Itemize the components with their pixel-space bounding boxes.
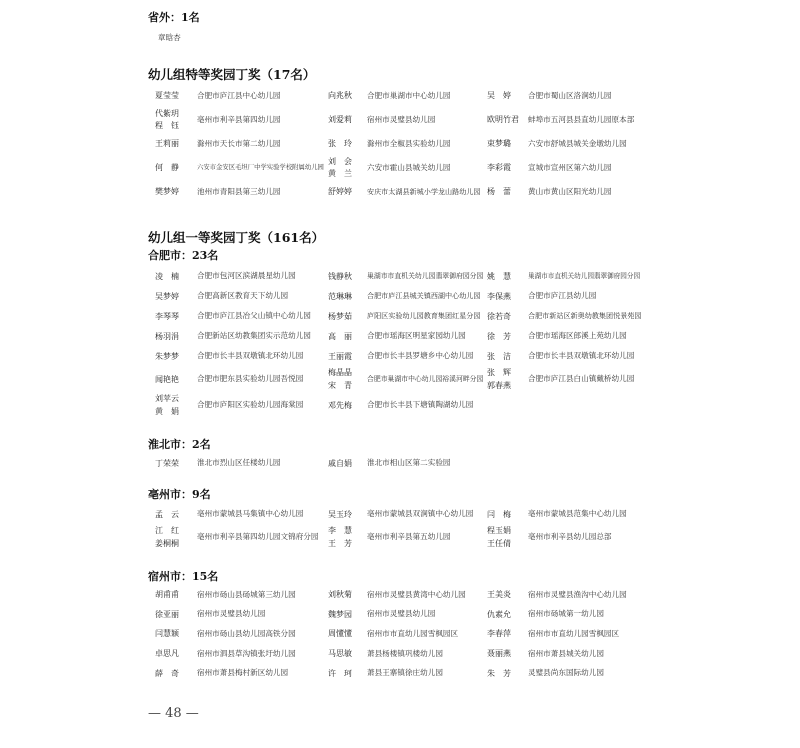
- awardee-name: [487, 647, 528, 660]
- person-name: 闫 梅: [487, 509, 511, 519]
- awardee-name: [155, 588, 197, 601]
- special-award-list: [155, 84, 646, 204]
- awardee-name: [155, 457, 197, 470]
- person-name: 欧明竹君: [487, 115, 519, 124]
- kindergarten-name: 池州市青阳县第三幼儿园: [197, 187, 281, 196]
- awardee-name: [155, 310, 197, 323]
- person-name: 李彩霞: [487, 163, 511, 172]
- person-name: 张 玲: [328, 139, 352, 148]
- person-name: 卓思凡: [155, 649, 179, 659]
- table-row: [155, 605, 646, 625]
- person-name: 程 钰: [155, 121, 179, 130]
- person-name: 吴梦婷: [155, 291, 179, 301]
- kindergarten-name: 宿州市市直幼儿园雪枫园区: [528, 628, 620, 638]
- kindergarten-name: 合肥市长丰县双墩镇北环幼儿园: [197, 351, 304, 360]
- kindergarten-name: 淮北市烈山区任楼幼儿园: [197, 458, 281, 467]
- kindergarten-name: 合肥市庐江县白山镇戴桥幼儿园: [528, 374, 635, 383]
- kindergarten-name: 合肥市庐江县幼儿园: [528, 291, 597, 300]
- person-name: 黄 兰: [328, 169, 352, 178]
- person-name: 何 静: [155, 163, 179, 172]
- kindergarten-name: 宣城市宣州区第六幼儿园: [528, 163, 612, 172]
- table-row: [155, 366, 646, 392]
- first-award-heading: 幼儿组一等奖园丁奖（161名）: [148, 230, 325, 245]
- kindergarten-name: 合肥市肥东县实验幼儿园吾悦园: [197, 374, 304, 383]
- kindergarten-name: 蚌埠市五河县县直幼儿园原本部: [528, 115, 635, 124]
- awardee-name: [328, 608, 367, 621]
- person-name: 邓先梅: [328, 400, 352, 410]
- table-row: [155, 392, 646, 418]
- awardee-name: [487, 366, 528, 392]
- table-row: [155, 266, 646, 286]
- kindergarten-name: 宿州市灵璧县黄湾中心幼儿园: [367, 589, 466, 599]
- kindergarten-name: 灵璧县尚东国际幼儿园: [528, 668, 604, 678]
- person-name: 王莉丽: [155, 139, 179, 148]
- table-row: [155, 524, 646, 550]
- table-row: [155, 663, 646, 683]
- special-award-heading: 幼儿组特等奖园丁奖（17名）: [148, 67, 316, 82]
- table-row: [155, 453, 646, 473]
- kindergarten-name: 庐阳区实验幼儿园教育集团红星分园: [367, 311, 481, 320]
- awardee-name: [155, 667, 197, 680]
- kindergarten-name: 合肥高新区教育天下幼儿园: [197, 291, 289, 300]
- person-name: 徐亚丽: [155, 609, 179, 619]
- person-name: 张 洁: [487, 351, 511, 361]
- person-name: 魏梦园: [328, 609, 352, 619]
- awardee-name: [155, 270, 197, 283]
- person-name: 李春萍: [487, 629, 511, 639]
- person-name: 樊梦婷: [155, 187, 179, 196]
- awardee-name: [328, 330, 367, 343]
- awardee-name: [487, 114, 528, 126]
- kindergarten-name: 宿州市萧县梅村新区幼儿园: [197, 668, 289, 678]
- kindergarten-name: 六安市舒城县城关金墩幼儿园: [528, 139, 627, 148]
- awardee-name: [487, 186, 528, 198]
- kindergarten-name: 宿州市砀城第一幼儿园: [528, 609, 604, 619]
- person-name: 舒婷婷: [328, 187, 352, 196]
- awardee-name: [155, 608, 197, 621]
- person-name: 孟 云: [155, 509, 179, 519]
- person-name: 聂丽燕: [487, 649, 511, 659]
- person-name: 刘爱莉: [328, 115, 352, 124]
- kindergarten-name: 合肥市巢湖市中心幼儿园裕溪河畔分园: [367, 375, 484, 383]
- awardee-name: [328, 138, 367, 150]
- awardee-name: [155, 350, 197, 363]
- city-list-huaibei: [155, 453, 646, 473]
- kindergarten-name: 滁州市全椒县实验幼儿园: [367, 139, 451, 148]
- person-name: 朱 芳: [487, 668, 511, 678]
- person-name: 薛 奇: [155, 668, 179, 678]
- kindergarten-name: 宿州市灵璧县渔沟中心幼儿园: [528, 589, 627, 599]
- table-row: [155, 84, 646, 108]
- person-name: 凌 楠: [155, 271, 179, 281]
- person-name: 杨 蕾: [487, 187, 511, 196]
- awardee-name: [487, 667, 528, 680]
- person-name: 向兆秋: [328, 91, 352, 100]
- person-name: 高 丽: [328, 331, 352, 341]
- kindergarten-name: 巢湖市市直机关幼儿园翡翠御府园分园: [367, 272, 484, 280]
- kindergarten-name: 六安市金安区毛坦厂中学实验学校附属幼儿园: [197, 164, 324, 171]
- person-name: 黄 娟: [155, 407, 179, 416]
- kindergarten-name: 合肥市庐江县冶父山镇中心幼儿园: [197, 311, 311, 320]
- kindergarten-name: 宿州市灵璧县幼儿园: [367, 115, 436, 124]
- city-heading-bozhou: 亳州市：9名: [148, 488, 211, 501]
- kindergarten-name: 宿州市砀山县砀城第三幼儿园: [197, 589, 296, 599]
- person-name: 姚 慧: [487, 271, 511, 281]
- awardee-name: [155, 392, 197, 418]
- city-list-suzhou: [155, 585, 646, 683]
- awardee-name: [328, 114, 367, 126]
- kindergarten-name: 合肥市长丰县下塘镇陶湖幼儿园: [367, 400, 474, 409]
- person-name: 闻艳艳: [155, 374, 179, 384]
- kindergarten-name: 合肥市长丰县双墩镇北环幼儿园: [528, 351, 635, 360]
- person-name: 徐 芳: [487, 331, 511, 341]
- kindergarten-name: 亳州市利辛县第五幼儿园: [367, 532, 451, 541]
- awardee-name: [487, 162, 528, 174]
- city-heading-suzhou: 宿州市：15名: [148, 570, 219, 583]
- kindergarten-name: 宿州市灵璧县幼儿园: [197, 609, 266, 619]
- table-row: [155, 504, 646, 524]
- awardee-name: [328, 588, 367, 601]
- awardee-name: [155, 373, 197, 386]
- person-name: 刘秋菊: [328, 590, 352, 600]
- kindergarten-name: 合肥市庐阳区实验幼儿园海棠园: [197, 400, 304, 409]
- person-name: 钱静秋: [328, 271, 352, 281]
- outside-province-name: 章晗杏: [158, 33, 181, 42]
- awardee-name: [487, 608, 528, 621]
- kindergarten-name: 安庆市太湖县新城小学龙山路幼儿园: [367, 187, 481, 196]
- awardee-name: [487, 90, 528, 102]
- kindergarten-name: 宿州市泗县草沟镇张圩幼儿园: [197, 648, 296, 658]
- table-row: [155, 180, 646, 204]
- person-name: 张 辉: [487, 368, 511, 377]
- person-name: 仇素允: [487, 609, 511, 619]
- city-heading-huaibei: 淮北市：2名: [148, 438, 211, 451]
- person-name: 束梦璐: [487, 139, 511, 148]
- city-list-hefei: [155, 266, 646, 418]
- outside-province-heading: 省外：1名: [148, 11, 200, 24]
- awardee-name: [155, 90, 197, 102]
- kindergarten-name: 宿州市萧县城关幼儿园: [528, 648, 604, 658]
- person-name: 王 芳: [328, 539, 352, 548]
- person-name: 李 慧: [328, 526, 352, 535]
- awardee-name: [487, 270, 528, 283]
- person-name: 马思敏: [328, 649, 352, 659]
- person-name: 郭春燕: [487, 381, 511, 390]
- kindergarten-name: 合肥市包河区滨湖晨星幼儿园: [197, 271, 296, 280]
- table-row: [155, 585, 646, 605]
- person-name: 王美炎: [487, 590, 511, 600]
- person-name: 吴玉玲: [328, 509, 352, 519]
- kindergarten-name: 合肥市蜀山区洛涧幼儿园: [528, 91, 612, 100]
- kindergarten-name: 合肥市庐江县城关镇西湖中心幼儿园: [367, 291, 481, 300]
- person-name: 徐若奇: [487, 311, 511, 321]
- awardee-name: [487, 330, 528, 343]
- awardee-name: [487, 310, 528, 323]
- kindergarten-name: 宿州市灵璧县幼儿园: [367, 609, 436, 619]
- awardee-name: [155, 108, 197, 132]
- kindergarten-name: 滁州市天长市第二幼儿园: [197, 139, 281, 148]
- awardee-name: [328, 667, 367, 680]
- awardee-name: [155, 508, 197, 521]
- person-name: 周懂懂: [328, 629, 352, 639]
- person-name: 朱梦梦: [155, 351, 179, 361]
- person-name: 戚自娟: [328, 458, 352, 468]
- awardee-name: [328, 310, 367, 323]
- kindergarten-name: 合肥市瑶海区明星家园幼儿园: [367, 331, 466, 340]
- kindergarten-name: 合肥市长丰县罗塘乡中心幼儿园: [367, 351, 474, 360]
- awardee-name: [155, 290, 197, 303]
- table-row: [155, 624, 646, 644]
- person-name: 丁荣荣: [155, 458, 179, 468]
- person-name: 闫慧颖: [155, 629, 179, 639]
- person-name: 宋 青: [328, 381, 352, 390]
- kindergarten-name: 亳州市利辛县第四幼儿园文锦府分园: [197, 532, 319, 541]
- awardee-name: [328, 366, 367, 392]
- table-row: [155, 132, 646, 156]
- kindergarten-name: 淮北市相山区第二实验园: [367, 458, 451, 467]
- person-name: 王任倩: [487, 539, 511, 548]
- person-name: 江 红: [155, 526, 179, 535]
- kindergarten-name: 宿州市砀山县幼儿园高铁分园: [197, 628, 296, 638]
- awardee-name: [328, 627, 367, 640]
- awardee-name: [155, 330, 197, 343]
- kindergarten-name: 合肥市瑶海区郎溪上苑幼儿园: [528, 331, 627, 340]
- kindergarten-name: 合肥市巢湖市中心幼儿园: [367, 91, 451, 100]
- table-row: [155, 326, 646, 346]
- person-name: 王丽霞: [328, 351, 352, 361]
- kindergarten-name: 合肥市新站区新奥幼教集团悦景苑园: [528, 311, 642, 320]
- kindergarten-name: 合肥新站区幼教集团实示范幼儿园: [197, 331, 311, 340]
- awardee-name: [328, 350, 367, 363]
- table-row: [155, 156, 646, 180]
- kindergarten-name: 亳州市蒙城县马集镇中心幼儿园: [197, 509, 304, 518]
- awardee-name: [155, 647, 197, 660]
- kindergarten-name: 六安市霍山县城关幼儿园: [367, 163, 451, 172]
- person-name: 吴 婷: [487, 91, 511, 100]
- kindergarten-name: 亳州市蒙城县双涧镇中心幼儿园: [367, 509, 474, 518]
- person-name: 夏莹莹: [155, 91, 179, 100]
- person-name: 刘苹云: [155, 394, 179, 403]
- person-name: 李保燕: [487, 291, 511, 301]
- awardee-name: [328, 186, 367, 198]
- city-list-bozhou: [155, 504, 646, 550]
- awardee-name: [487, 290, 528, 303]
- awardee-name: [155, 162, 197, 174]
- person-name: 代紫玥: [155, 109, 179, 118]
- kindergarten-name: 黄山市黄山区阳光幼儿园: [528, 187, 612, 196]
- person-name: 刘 会: [328, 157, 352, 166]
- awardee-name: [487, 138, 528, 150]
- kindergarten-name: 合肥市庐江县中心幼儿园: [197, 91, 281, 100]
- kindergarten-name: 亳州市利辛县第四幼儿园: [197, 115, 281, 124]
- awardee-name: [328, 290, 367, 303]
- awardee-name: [328, 647, 367, 660]
- table-row: [155, 346, 646, 366]
- table-row: [155, 306, 646, 326]
- awardee-name: [328, 399, 367, 412]
- awardee-name: [155, 138, 197, 150]
- kindergarten-name: 宿州市市直幼儿园雪枫园区: [367, 628, 459, 638]
- kindergarten-name: 萧县王寨镇徐庄幼儿园: [367, 668, 443, 678]
- awardee-name: [328, 270, 367, 283]
- person-name: 许 珂: [328, 668, 352, 678]
- kindergarten-name: 亳州市蒙城县范集中心幼儿园: [528, 509, 627, 518]
- person-name: 梅晶晶: [328, 368, 352, 377]
- awardee-name: [155, 627, 197, 640]
- person-name: 李琴琴: [155, 311, 179, 321]
- awardee-name: [487, 524, 528, 550]
- kindergarten-name: 亳州市利辛县幼儿园总部: [528, 532, 612, 541]
- table-row: [155, 644, 646, 664]
- awardee-name: [487, 508, 528, 521]
- awardee-name: [155, 186, 197, 198]
- awardee-name: [328, 457, 367, 470]
- table-row: [155, 108, 646, 132]
- person-name: 胡甫甫: [155, 590, 179, 600]
- page-number: — 48 —: [148, 706, 199, 721]
- awardee-name: [487, 588, 528, 601]
- person-name: 杨羽涓: [155, 331, 179, 341]
- kindergarten-name: 巢湖市市直机关幼儿园翡翠御府园分园: [528, 272, 641, 280]
- awardee-name: [487, 627, 528, 640]
- person-name: 姜桐桐: [155, 539, 179, 548]
- city-heading-hefei: 合肥市：23名: [148, 249, 219, 262]
- awardee-name: [328, 90, 367, 102]
- person-name: 程玉娟: [487, 526, 511, 535]
- awardee-name: [328, 524, 367, 550]
- table-row: [155, 286, 646, 306]
- person-name: 范琳琳: [328, 291, 352, 301]
- awardee-name: [328, 508, 367, 521]
- kindergarten-name: 萧县杨楼镇巩楼幼儿园: [367, 648, 443, 658]
- awardee-name: [328, 156, 367, 180]
- awardee-name: [155, 524, 197, 550]
- person-name: 杨梦茹: [328, 311, 352, 321]
- awardee-name: [487, 350, 528, 363]
